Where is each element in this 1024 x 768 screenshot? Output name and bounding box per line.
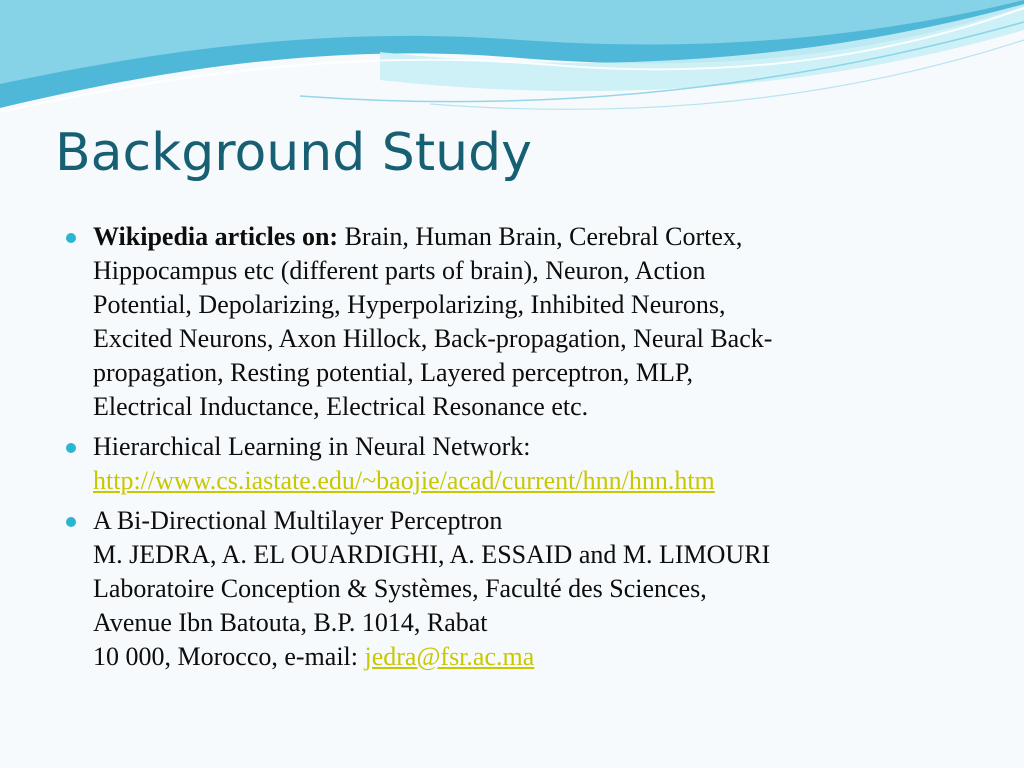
email-prefix: 10 000, Morocco, e-mail: [93,642,358,671]
bullet-item-hierarchical [66,430,966,498]
bullet-line: Hierarchical Learning in Neural Network: [93,432,531,461]
bullet-line: A Bi-Directional Multilayer Perceptron [93,506,503,535]
bullet-line [93,640,966,674]
bullet-line: Excited Neurons, Axon Hillock, Back-propagation, Neural Back- [93,324,773,353]
bullet-line: Avenue Ibn Batouta, B.P. 1014, Rabat [93,608,488,637]
bullet-dot-icon [66,443,76,453]
bullet-item-wikipedia [66,220,966,424]
bullet-line: propagation, Resting potential, Layered perceptron, MLP, [93,358,694,387]
bullet-line: Electrical Inductance, Electrical Resonance etc. [93,392,589,421]
bullet-line: M. JEDRA, A. EL OUARDIGHI, A. ESSAID and M. LIMOURI [93,540,771,569]
hnn-url-link[interactable]: http://www.cs.iastate.edu/~baojie/acad/current/hnn/hnn.htm [93,466,715,495]
bullet-dot-icon [66,517,76,527]
bullet-item-perceptron-paper [66,504,966,674]
slide-title: Background Study [55,123,532,183]
header-wave-decoration [0,0,1024,130]
bullet-text: Brain, Human Brain, Cerebral Cortex, [344,222,743,251]
bullet-line [93,464,966,498]
bullet-line: Laboratoire Conception & Systèmes, Faculté des Sciences, [93,574,707,603]
bullet-dot-icon [66,233,76,243]
bullet-line [93,220,966,254]
bullet-list [66,220,966,680]
bullet-line: Hippocampus etc (different parts of brain), Neuron, Action [93,256,706,285]
bullet-line: Potential, Depolarizing, Hyperpolarizing, Inhibited Neurons, [93,290,726,319]
email-link[interactable]: jedra@fsr.ac.ma [364,642,535,671]
bullet-lead: Wikipedia articles on: [93,222,339,251]
